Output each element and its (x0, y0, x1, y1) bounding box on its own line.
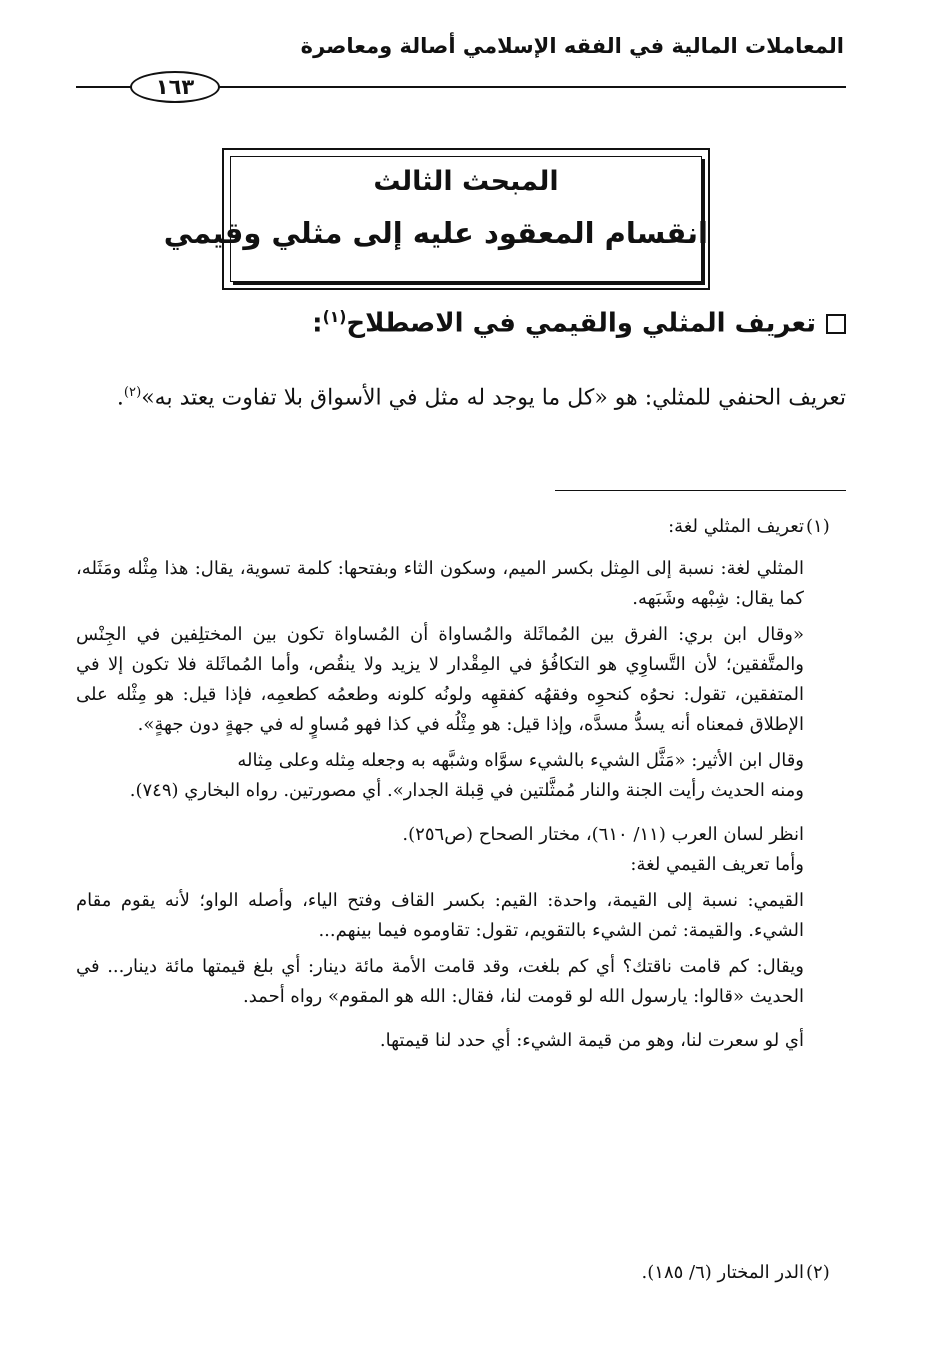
section-title-box (163, 148, 710, 290)
footnote-1-line: ومنه الحديث رأيت الجنة والنار مُمثَّلتين في قِبلة الجدار». أي مصورتين. رواه البخاري (٧٤٩). (129, 780, 804, 801)
footnote-1-line: أي لو سعرت لنا، وهو من قيمة الشيء: أي حدد لنا قيمتها. (379, 1030, 804, 1051)
body-paragraph (76, 370, 846, 421)
body-paragraph-end: . (116, 385, 124, 411)
footnote-2 (76, 1258, 830, 1288)
footnote-1-number: (١) (806, 516, 830, 537)
footnote-2-number: (٢) (806, 1262, 830, 1283)
section-title: المبحث الثالث (373, 166, 559, 197)
footnote-separator (555, 490, 846, 491)
footnote-1-line: وقال ابن الأثير: «مَثَّل الشيء بالشيء سوَّاه وشبَّهه به وجعله مِثله وعلى مِثاله (237, 750, 804, 771)
square-bullet-icon (826, 314, 846, 334)
footnote-1-line: انظر لسان العرب (١١/ ٦١٠)، مختار الصحاح (ص٢٥٦). (402, 824, 804, 845)
footnote-1-line: المثلي لغة: نسبة إلى المِثل بكسر الميم، وسكون الثاء وبفتحها: كلمة تسوية، يقال: هذا مِثْله ومَثَله، كما يقال: شِبْهه وشَبَهه. (76, 558, 804, 609)
footnote-1-line: وأما تعريف القيمي لغة: (630, 854, 804, 875)
subheading-text: تعريف المثلي والقيمي في الاصطلاح (346, 308, 816, 339)
subheading-footnote-marker: (١) (322, 308, 347, 326)
footnote-1-line: ويقال: كم قامت ناقتك؟ أي كم بلغت، وقد قامت الأمة مائة دينار: أي بلغ قيمتها مائة دينار... في الحديث «قالوا: يارسول الله لو قومت لنا، فقال: الله هو المقوم» رواه أحمد. (76, 956, 804, 1007)
body-paragraph-text: تعريف الحنفي للمثلي: هو «كل ما يوجد له مثل في الأسواق بلا تفاوت يعتد به» (141, 385, 846, 411)
subheading-suffix: : (312, 308, 323, 339)
footnote-1-line: القيمي: نسبة إلى القيمة، واحدة: القيم: بكسر القاف وفتح الياء، وأصله الواو؛ لأنه يقوم مقام الشيء. والقيمة: ثمن الشيء بالتقويم، تقول: تقاوموه فيما بينهم... (76, 890, 804, 941)
footnote-1-line: تعريف المثلي لغة: (668, 516, 804, 537)
footnote-2-line: الدر المختار (٦/ ١٨٥). (641, 1262, 804, 1283)
subheading (200, 308, 846, 339)
footnote-1-line: «وقال ابن بري: الفرق بين المُماثَلة والمُساواة أن المُساواة تكون بين المختلِفين في الجِنْس والمتَّفقين؛ لأن التَّساوِي هو التكافُؤ في المِقْدار لا يزيد ولا ينقُص، وأما المُماثَلة فلا تكون إلا في المتفقين، تقول: نحوُه كنحوِه وفقهُه كفقهِه ولونُه كلونه وطعمُه كطعمِه، فإذا قيل: هو مِثْله على الإطلاق فمعناه أنه يسدُّ مسدَّه، وإذا قيل: هو مِثْلُه في كذا فهو مُساوٍ له في جهةٍ دون جهةٍ». (76, 624, 804, 735)
body-footnote-marker: (٢) (123, 385, 142, 400)
running-header-title: المعاملات المالية في الفقه الإسلامي أصالة ومعاصرة (300, 34, 844, 58)
section-subtitle: انقسام المعقود عليه إلى مثلي وقيمي (163, 216, 708, 250)
footnote-1 (76, 512, 830, 1056)
page-number: ١٦٣ (130, 71, 220, 103)
